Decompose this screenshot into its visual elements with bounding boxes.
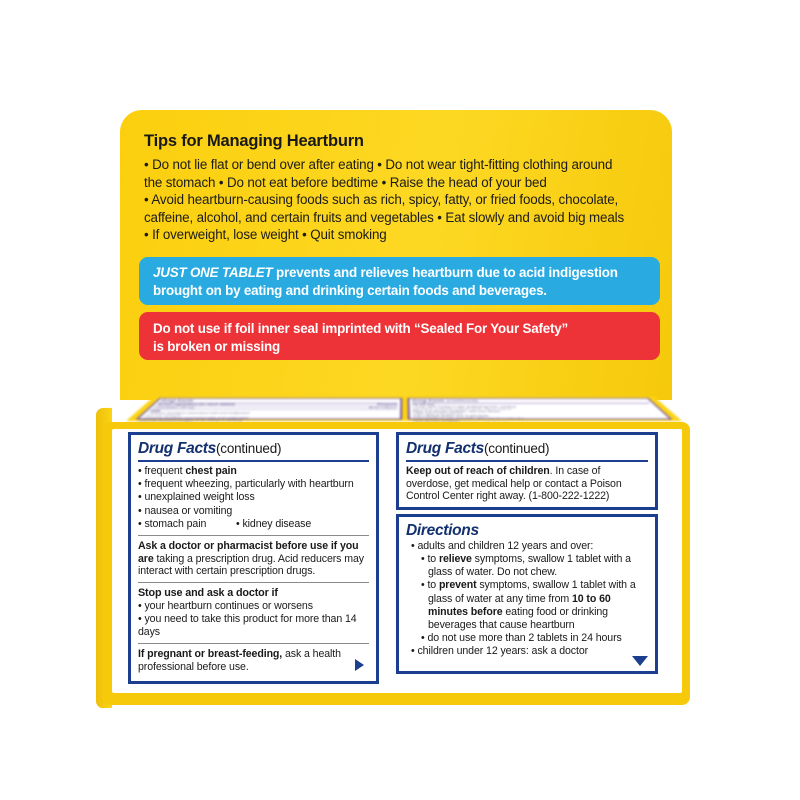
tips-line-2: the stomach • Do not eat before bedtime • Raise the head of your bed [144, 174, 547, 190]
blurred-donot-head: Do not use [412, 403, 435, 406]
blurred-ask-1: • had heartburn over 3 months. This may be a sign of a [412, 417, 525, 420]
prevent-bold: prevent [438, 579, 477, 592]
keep-out-heading: Keep out of reach of children [406, 465, 550, 477]
pregnancy-heading: If pregnant or breast-feeding, [138, 648, 283, 661]
prevent-bold2: 10 to 60 minutes before [428, 592, 611, 618]
blurred-drug-facts-left [136, 398, 403, 420]
tips-title: Tips for Managing Heartburn [144, 132, 364, 150]
blurred-uses-3: • prevents heartburn associated with acid indigestion [140, 416, 250, 420]
blurred-purpose: Acid reducer [368, 406, 398, 410]
prevent-pre: to [427, 579, 439, 592]
blurred-purpose-label: Purpose [377, 403, 398, 406]
symptom-stomach-pain: • stomach pain [138, 518, 236, 531]
directions-box [396, 514, 658, 674]
blurred-right-title-text: Drug Facts [412, 399, 446, 403]
stop-use-heading: Stop use and ask a doctor if [138, 586, 278, 599]
keep-out-of-reach-text [406, 465, 648, 503]
drug-facts-right-heading-text: Drug Facts [406, 440, 484, 457]
divider [138, 460, 369, 462]
relieve-bold: relieve [438, 552, 472, 565]
symptom-item: • nausea or vomiting [138, 505, 369, 518]
tips-line-3: • Avoid heartburn-causing foods such as rich, spicy, fatty, or fried foods, chocolate, [144, 192, 619, 207]
prevent-post: symptoms, swallow 1 tablet with a glass of water at any time from [428, 579, 636, 605]
directions-title: Directions [406, 521, 479, 539]
blurred-active-ingredient-label: Active ingredient (in each tablet) [155, 403, 236, 406]
tips-line-4: caffeine, alcohol, and certain fruits and vegetables • Eat slowly and avoid big meals [144, 209, 624, 225]
symptom-item: • unexplained weight loss [138, 491, 369, 504]
blurred-uses-2: and sour stomach [143, 414, 182, 417]
divider [138, 535, 369, 536]
divider [138, 643, 369, 644]
drug-facts-right-heading-continued: (continued) [483, 441, 550, 456]
drug-facts-right-heading [406, 440, 648, 457]
blurred-drug-facts-right [408, 398, 673, 423]
tips-line-1: • Do not lie flat or bend over after eating • Do not wear tight-fitting clothing around [144, 157, 613, 172]
blurred-uses-4: and sour stomach brought on by eating or drinking [138, 419, 243, 422]
drug-facts-right-column [396, 432, 658, 684]
tips-line-5: • If overweight, lose weight • Quit smoking [144, 227, 387, 242]
directions-children-item: • children under 12 years: ask a doctor [406, 645, 648, 658]
divider [138, 582, 369, 583]
drug-facts-left-heading-continued: (continued) [215, 441, 282, 456]
triangle-right-icon [355, 659, 364, 671]
symptom-item [138, 465, 369, 478]
blurred-uses-1: • relieves heartburn associated with acid indigestion [146, 412, 251, 415]
keep-out-of-reach-box [396, 432, 658, 510]
ask-doctor-pharmacist-section [138, 540, 369, 578]
blurred-donot-1: • if you have trouble or pain swallowing food, vomiting [412, 405, 517, 408]
directions-max-dose-item: • do not use more than 2 tablets in 24 hours [406, 632, 648, 645]
banner-emphasis: JUST ONE TABLET [153, 265, 273, 280]
ask-doctor-heading: Ask a doctor or pharmacist before use if you are [138, 540, 359, 565]
symptom-bold: chest pain [185, 465, 237, 477]
blurred-ingredient: Famotidine 20 mg [151, 406, 196, 410]
blurred-ask-2: more serious condition. [412, 419, 461, 423]
blurred-donot-4: • with other acid reducers [412, 412, 464, 415]
symptom-item-split [138, 518, 369, 531]
just-one-tablet-banner [139, 257, 660, 305]
seal-warning-line-1: Do not use if foil inner seal imprinted with “Sealed For Your Safety” [153, 321, 569, 336]
prevent-post2: eating food or drinking beverages that cause heartburn [428, 605, 608, 631]
directions-relieve-item [406, 553, 648, 579]
symptom-kidney-disease: • kidney disease [236, 518, 311, 531]
stop-use-item: • your heartburn continues or worsens [138, 600, 369, 613]
divider [406, 460, 648, 462]
symptom-text: frequent [144, 465, 186, 477]
symptom-item: • frequent wheezing, particularly with heartburn [138, 478, 369, 491]
box-top-drug-facts-strip [126, 366, 682, 421]
keep-out-body: . In case of overdose, get medical help or contact a Poison Control Center right away. (1-800-222-1222) [406, 465, 622, 503]
blurred-uses-head: Uses [148, 409, 162, 413]
triangle-down-icon [632, 656, 648, 666]
blurred-ask-head: Ask a doctor before use if you have [412, 414, 490, 418]
blurred-donot-3: signs of a serious condition. See your doctor. [412, 410, 502, 413]
pregnancy-body: ask a health professional before use. [138, 648, 341, 673]
directions-adults-item: • adults and children 12 years and over: [406, 540, 648, 553]
relieve-pre: to [427, 552, 439, 565]
pregnancy-section [138, 648, 369, 673]
blurred-donot-2: with blood, or bloody or black stools. These may be [412, 407, 513, 411]
seal-warning-banner [139, 312, 660, 360]
relieve-post: symptoms, swallow 1 tablet with a glass of water. Do not chew. [428, 552, 631, 579]
drug-facts-left-heading [138, 440, 369, 457]
blurred-right-title-continued: (continued) [446, 399, 479, 403]
seal-warning-line-2: is broken or missing [153, 338, 280, 354]
tips-body [144, 156, 648, 244]
ask-doctor-body: taking a prescription drug. Acid reducers may interact with certain prescription drugs. [138, 552, 364, 578]
stop-use-item: • you need to take this product for more than 14 days [138, 613, 369, 639]
blurred-left-title: Drug Facts [158, 400, 397, 404]
directions-prevent-item [406, 579, 648, 632]
drug-facts-left-heading-text: Drug Facts [138, 440, 216, 457]
banner-rest: prevents and relieves heartburn due to acid indigestion brought on by eating and drinking certain foods and beverages. [153, 265, 618, 298]
drug-facts-left-column [128, 432, 379, 684]
